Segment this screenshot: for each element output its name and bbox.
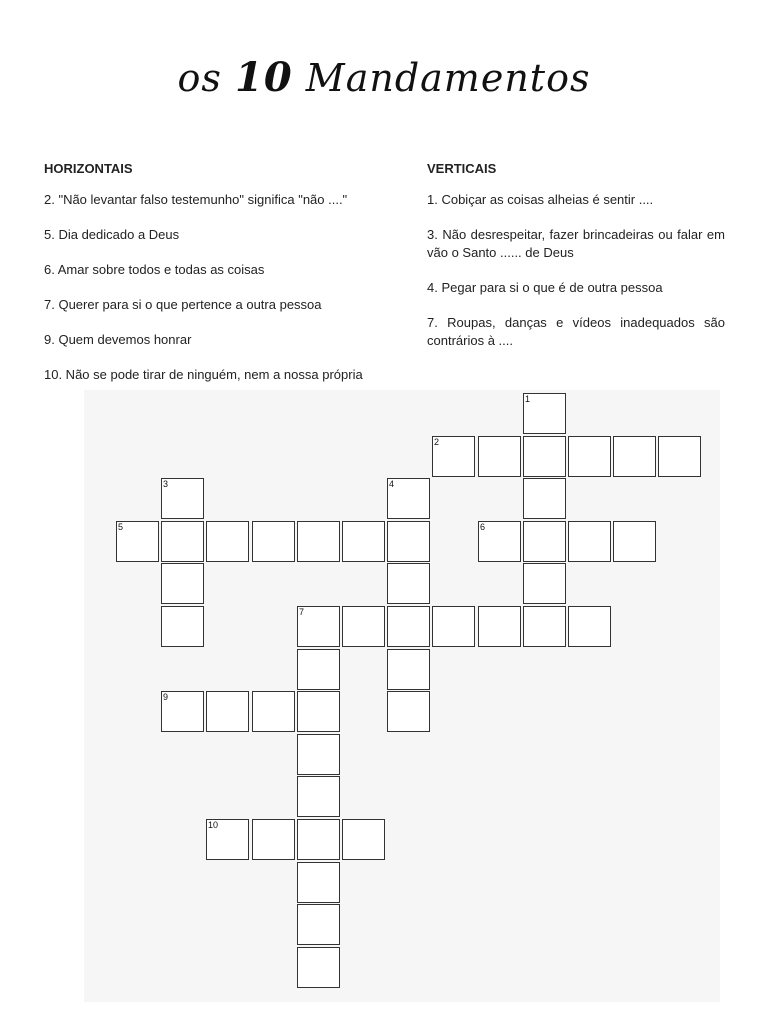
crossword-cell[interactable] bbox=[297, 734, 340, 775]
crossword-cell[interactable] bbox=[387, 521, 430, 562]
vertical-heading: VERTICAIS bbox=[427, 161, 497, 176]
crossword-cell[interactable] bbox=[206, 819, 249, 860]
crossword-cell[interactable] bbox=[116, 521, 159, 562]
crossword-cell[interactable] bbox=[568, 436, 611, 477]
crossword-cell[interactable] bbox=[658, 436, 701, 477]
crossword-cell[interactable] bbox=[568, 521, 611, 562]
crossword-cell[interactable] bbox=[297, 521, 340, 562]
crossword-cell[interactable] bbox=[297, 904, 340, 945]
crossword-cell[interactable] bbox=[342, 521, 385, 562]
crossword-cell[interactable] bbox=[523, 478, 566, 519]
clue-h7: 7. Querer para si o que pertence a outra pessoa bbox=[44, 297, 322, 312]
clue-h10: 10. Não se pode tirar de ninguém, nem a nossa própria bbox=[44, 367, 363, 382]
clue-number: 1 bbox=[525, 394, 531, 404]
clue-h5: 5. Dia dedicado a Deus bbox=[44, 227, 180, 242]
crossword-cell[interactable] bbox=[297, 862, 340, 903]
crossword-cell[interactable] bbox=[568, 606, 611, 647]
crossword-cell[interactable] bbox=[478, 521, 521, 562]
clue-h6: 6. Amar sobre todos e todas as coisas bbox=[44, 262, 265, 277]
title-number: 10 bbox=[235, 54, 293, 101]
title-word: Mandamentos bbox=[305, 56, 591, 100]
crossword-cell[interactable] bbox=[478, 606, 521, 647]
clue-v4: 4. Pegar para si o que é de outra pessoa bbox=[427, 280, 663, 295]
clue-number: 9 bbox=[163, 692, 169, 702]
horizontal-heading: HORIZONTAIS bbox=[44, 161, 133, 176]
crossword-cell[interactable] bbox=[478, 436, 521, 477]
page-title bbox=[0, 54, 768, 101]
clue-h2: 2. "Não levantar falso testemunho" significa "não ...." bbox=[44, 192, 348, 207]
crossword-cell[interactable] bbox=[613, 521, 656, 562]
crossword-cell[interactable] bbox=[387, 478, 430, 519]
crossword-cell[interactable] bbox=[297, 649, 340, 690]
crossword-cell[interactable] bbox=[161, 478, 204, 519]
crossword-cell[interactable] bbox=[613, 436, 656, 477]
crossword-cell[interactable] bbox=[161, 691, 204, 732]
clue-number: 6 bbox=[480, 522, 486, 532]
crossword-cell[interactable] bbox=[297, 606, 340, 647]
crossword-cell[interactable] bbox=[387, 563, 430, 604]
crossword-cell[interactable] bbox=[432, 436, 475, 477]
clue-v1: 1. Cobiçar as coisas alheias é sentir .... bbox=[427, 192, 654, 207]
clue-h9: 9. Quem devemos honrar bbox=[44, 332, 192, 347]
crossword-cell[interactable] bbox=[206, 691, 249, 732]
horizontal-clues bbox=[44, 160, 399, 401]
clue-number: 4 bbox=[389, 479, 395, 489]
crossword-cell[interactable] bbox=[342, 819, 385, 860]
crossword-cell[interactable] bbox=[342, 606, 385, 647]
crossword-cell[interactable] bbox=[161, 606, 204, 647]
crossword-cell[interactable] bbox=[297, 776, 340, 817]
clue-number: 3 bbox=[163, 479, 169, 489]
crossword-cell[interactable] bbox=[432, 606, 475, 647]
clue-v3: 3. Não desrespeitar, fazer brincadeiras ou falar em vão o Santo ...... de Deus bbox=[427, 227, 725, 260]
crossword-cell[interactable] bbox=[161, 563, 204, 604]
crossword-cell[interactable] bbox=[523, 393, 566, 434]
clue-number: 7 bbox=[299, 607, 305, 617]
crossword-cell[interactable] bbox=[387, 606, 430, 647]
crossword-cell[interactable] bbox=[297, 691, 340, 732]
crossword-cell[interactable] bbox=[252, 691, 295, 732]
clue-number: 10 bbox=[208, 820, 219, 830]
crossword-cell[interactable] bbox=[523, 563, 566, 604]
clue-v7: 7. Roupas, danças e vídeos inadequados são contrários à .... bbox=[427, 315, 725, 348]
crossword-cell[interactable] bbox=[252, 819, 295, 860]
clue-number: 2 bbox=[434, 437, 440, 447]
crossword-cell[interactable] bbox=[161, 521, 204, 562]
vertical-clues bbox=[427, 160, 725, 367]
title-prefix: os bbox=[177, 56, 222, 100]
clue-number: 5 bbox=[118, 522, 124, 532]
crossword-cell[interactable] bbox=[523, 521, 566, 562]
crossword-cell[interactable] bbox=[387, 691, 430, 732]
crossword-cell[interactable] bbox=[297, 947, 340, 988]
crossword-cell[interactable] bbox=[387, 649, 430, 690]
crossword-cell[interactable] bbox=[206, 521, 249, 562]
crossword-cell[interactable] bbox=[523, 606, 566, 647]
crossword-cell[interactable] bbox=[297, 819, 340, 860]
crossword-cell[interactable] bbox=[252, 521, 295, 562]
crossword-cell[interactable] bbox=[523, 436, 566, 477]
